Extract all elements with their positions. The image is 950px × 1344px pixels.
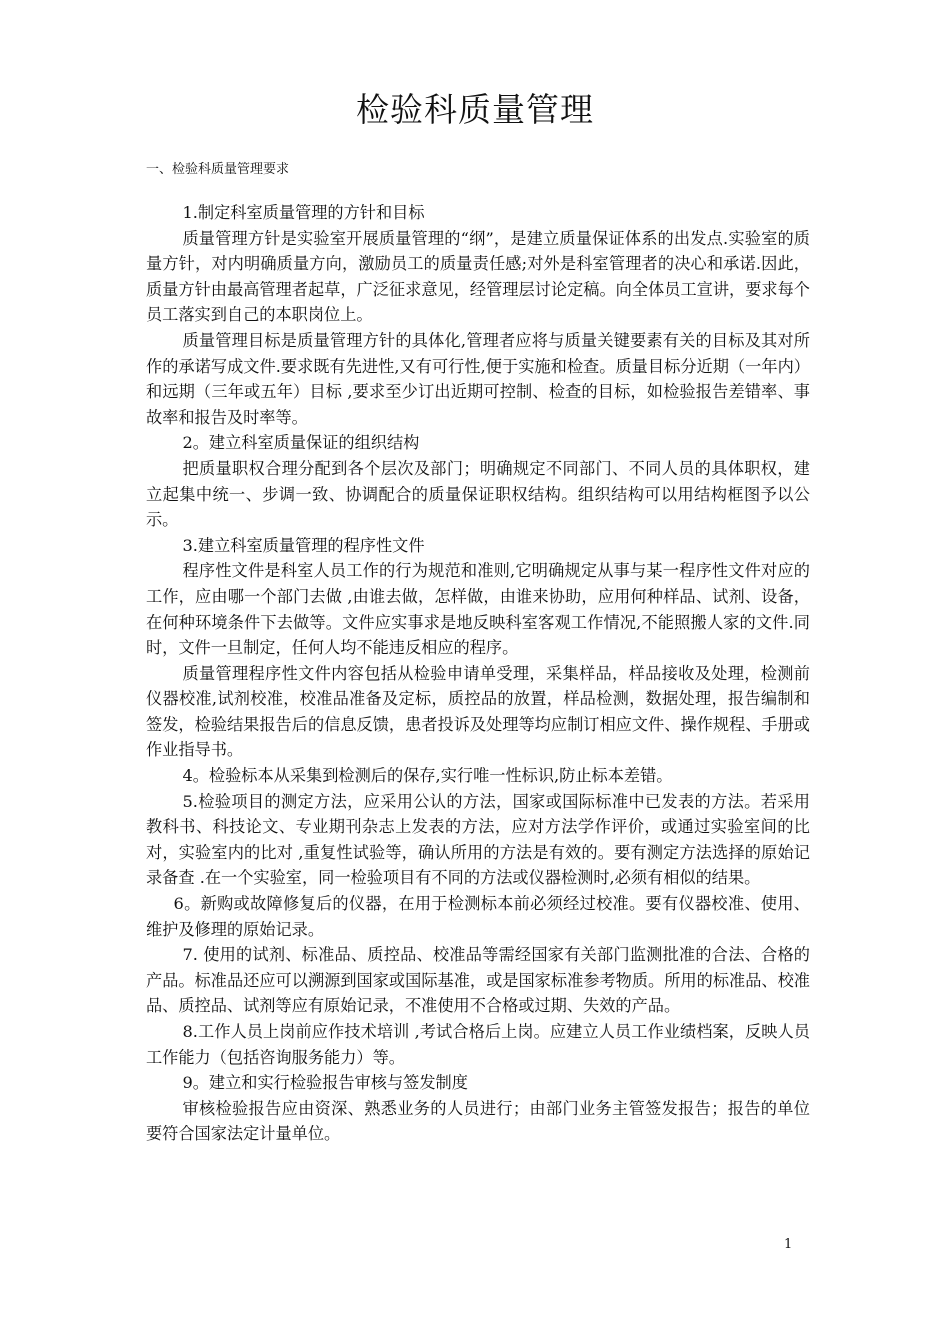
document-title: 检验科质量管理 [356,90,594,129]
paragraph: 7. 使用的试剂、标准品、质控品、校准品等需经国家有关部门监测批准的合法、合格的产品。标准品还应可以溯源到国家或国际基准，或是国家标准参考物质。所用的标准品、校准品、质控品、试剂等应有原始记录，不准使用不合格或过期、失效的产品。 [146,945,810,1016]
section-heading: 一、检验科质量管理要求 [146,162,290,177]
page-number: 1 [784,1237,793,1252]
paragraph: 质量管理目标是质量管理方针的具体化,管理者应将与质量关键要素有关的目标及其对所作的承诺写成文件.要求既有先进性,又有可行性,便于实施和检查。质量目标分近期（一年内）和远期（三年或五年）目标 ,要求至少订出近期可控制、检查的目标，如检验报告差错率、事故率和报告及时率等。 [146,330,810,427]
paragraph: 9。建立和实行检验报告审核与签发制度 [182,1073,468,1093]
paragraph: 质量管理方针是实验室开展质量管理的“纲”，是建立质量保证体系的出发点.实验室的质量方针，对内明确质量方向，激励员工的质量责任感;对外是科室管理者的决心和承诺.因此，质量方针由最高管理者起草，广泛征求意见，经管理层讨论定稿。向全体员工宣讲，要求每个员工落实到自己的本职岗位上。 [146,228,810,325]
paragraph: 6。新购或故障修复后的仪器，在用于检测标本前必须经过校准。要有仪器校准、使用、维护及修理的原始记录。 [146,894,810,939]
document-body [146,200,810,1147]
paragraph: 3.建立科室质量管理的程序性文件 [182,535,425,555]
paragraph: 审核检验报告应由资深、熟悉业务的人员进行；由部门业务主管签发报告；报告的单位要符合国家法定计量单位。 [146,1098,810,1144]
paragraph: 2。建立科室质量保证的组织结构 [182,433,420,453]
paragraph: 质量管理程序性文件内容包括从检验申请单受理，采集样品，样品接收及处理，检测前仪器校准,试剂校准，校准品准备及定标，质控品的放置，样品检测，数据处理，报告编制和签发，检验结果报告后的信息反馈，患者投诉及处理等均应制订相应文件、操作规程、手册或作业指导书。 [146,663,810,760]
paragraph: 1.制定科室质量管理的方针和目标 [182,203,425,222]
paragraph: 8.工作人员上岗前应作技术培训 ,考试合格后上岗。应建立人员工作业绩档案，反映人员工作能力（包括咨询服务能力）等。 [146,1022,810,1067]
paragraph: 把质量职权合理分配到各个层次及部门；明确规定不同部门、不同人员的具体职权，建立起集中统一、步调一致、协调配合的质量保证职权结构。组织结构可以用结构框图予以公示。 [146,458,810,530]
paragraph: 5.检验项目的测定方法，应采用公认的方法，国家或国际标准中已发表的方法。若采用教科书、科技论文、专业期刊杂志上发表的方法，应对方法学作评价，或通过实验室间的比对，实验室内的比对 ,重复性试验等，确认所用的方法是有效的。要有测定方法选择的原始记录备查 .在一个实验室，同一检验项目有不同的方法或仪器检测时,必须有相似的结果。 [146,791,810,888]
paragraph: 4。检验标本从采集到检测后的保存,实行唯一性标识,防止标本差错。 [182,766,673,786]
paragraph: 程序性文件是科室人员工作的行为规范和准则,它明确规定从事与某一程序性文件对应的工作，应由哪一个部门去做 ,由谁去做，怎样做，由谁来协助，应用何种样品、试剂、设备，在何种环境条件下去做等。文件应实事求是地反映科室客观工作情况,不能照搬人家的文件.同时，文件一旦制定，任何人均不能违反相应的程序。 [146,561,810,658]
